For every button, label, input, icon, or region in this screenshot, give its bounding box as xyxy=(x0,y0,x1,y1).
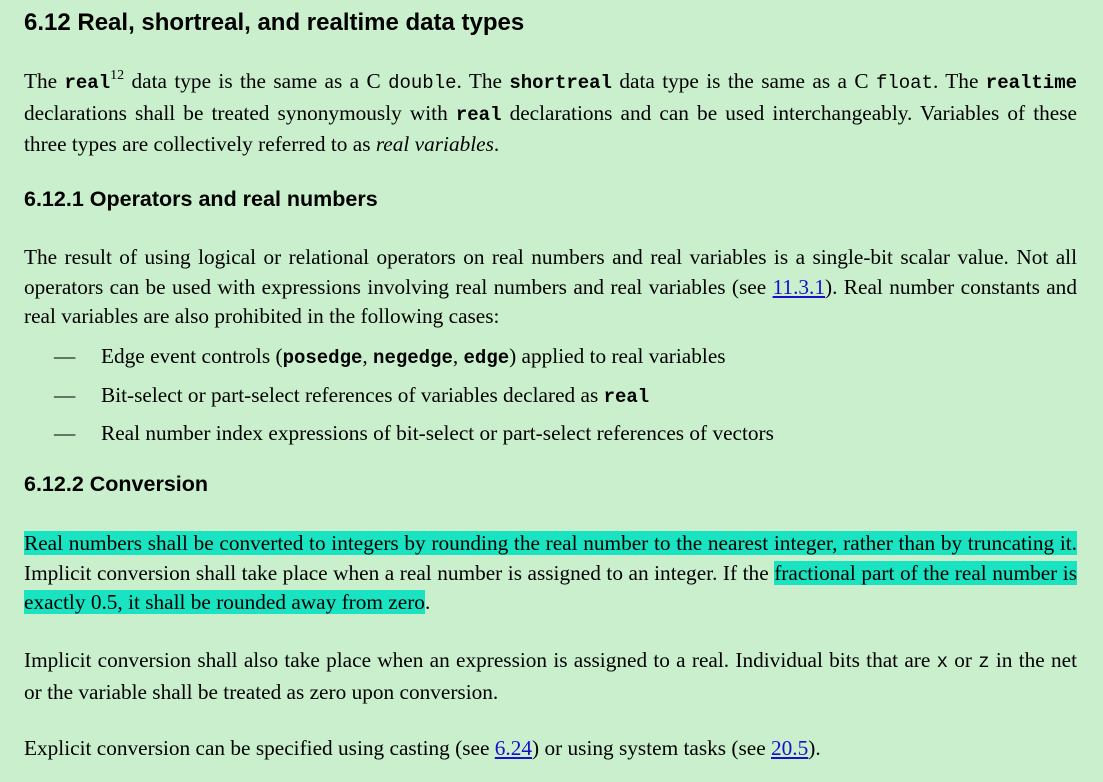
keyword-edge: edge xyxy=(463,347,510,369)
emphasis-real-variables: real variables xyxy=(375,132,494,156)
highlighted-text: Real numbers shall be converted to integers by rounding the real number to the nearest integer, rather than by truncating it. xyxy=(24,531,1077,555)
section-heading: 6.12 Real, shortreal, and realtime data types xyxy=(24,9,525,36)
prohibited-cases-list xyxy=(24,338,1077,452)
keyword-posedge: posedge xyxy=(282,347,363,369)
text-run: data type is the same as a C xyxy=(124,69,389,93)
operators-paragraph xyxy=(24,243,1077,332)
dash-bullet: — xyxy=(54,382,76,407)
text-run: The xyxy=(24,69,65,93)
text-run: The result of using logical or relational operators on real numbers and real variables is a single-bit scalar value. Not all operators can be used with expressions involving real numbers and real variables (see xyxy=(24,245,1077,299)
code-z: z xyxy=(978,651,990,673)
footnote-marker[interactable]: 12 xyxy=(110,68,125,83)
text-run: . The xyxy=(932,69,986,93)
keyword-shortreal: shortreal xyxy=(509,72,612,94)
highlighted-text: fractional part of the real number is exactly 0.5, it shall be rounded away from zero xyxy=(24,560,1078,614)
text-run: declarations and can be used interchangeably. Variables of these three types are collectively referred to as xyxy=(24,100,1077,156)
text-run: Implicit conversion shall also take place when an expression is assigned to a real. Individual bits that are xyxy=(24,648,937,672)
text-run: Real number index expressions of bit-select or part-select references of vectors xyxy=(101,421,774,445)
keyword-negedge: negedge xyxy=(373,347,453,369)
text-run: Bit-select or part-select references of variables declared as xyxy=(101,382,604,407)
list-item xyxy=(24,415,1077,452)
text-run: . xyxy=(424,590,431,614)
dash-bullet: — xyxy=(54,344,76,368)
keyword-real: real xyxy=(455,103,502,126)
code-float: float xyxy=(875,72,933,94)
dash-bullet: — xyxy=(54,421,76,445)
text-run: in the net or the variable shall be treated as zero upon conversion. xyxy=(24,648,1077,704)
text-run: . xyxy=(493,132,500,156)
xref-link-6-24[interactable]: 6.24 xyxy=(494,736,533,760)
text-run: Explicit conversion can be specified using casting (see xyxy=(24,736,495,760)
intro-paragraph xyxy=(24,67,1077,160)
list-item xyxy=(24,377,1077,416)
text-run: ). xyxy=(808,736,821,760)
code-x: x xyxy=(936,651,948,673)
text-run: Edge event controls ( xyxy=(101,344,283,368)
conversion-paragraph-3 xyxy=(24,734,1077,764)
subsection-heading-conversion: 6.12.2 Conversion xyxy=(24,472,209,496)
text-run: , xyxy=(452,344,464,368)
text-run: declarations shall be treated synonymously with xyxy=(24,100,456,125)
list-item xyxy=(24,338,1077,377)
text-run: ). Real number constants and real variables are also prohibited in the following cases: xyxy=(24,274,1077,328)
xref-link-11-3-1[interactable]: 11.3.1 xyxy=(772,274,826,299)
keyword-realtime: realtime xyxy=(985,72,1078,94)
keyword-real: real xyxy=(64,72,111,94)
conversion-paragraph-2 xyxy=(24,646,1077,707)
text-run: ) or using system tasks (see xyxy=(532,736,771,760)
text-run: data type is the same as a C xyxy=(611,69,876,93)
text-run: ) applied to real variables xyxy=(509,344,726,368)
text-run: or xyxy=(948,648,979,672)
conversion-paragraph-1 xyxy=(24,529,1077,618)
xref-link-20-5[interactable]: 20.5 xyxy=(771,736,809,760)
code-double: double xyxy=(388,72,457,94)
subsection-heading-operators: 6.12.1 Operators and real numbers xyxy=(24,187,378,211)
text-run: Implicit conversion shall take place when a real number is assigned to an integer. If the xyxy=(24,560,775,585)
text-run: . The xyxy=(456,69,510,93)
keyword-real: real xyxy=(603,385,650,408)
text-run: , xyxy=(362,344,374,368)
